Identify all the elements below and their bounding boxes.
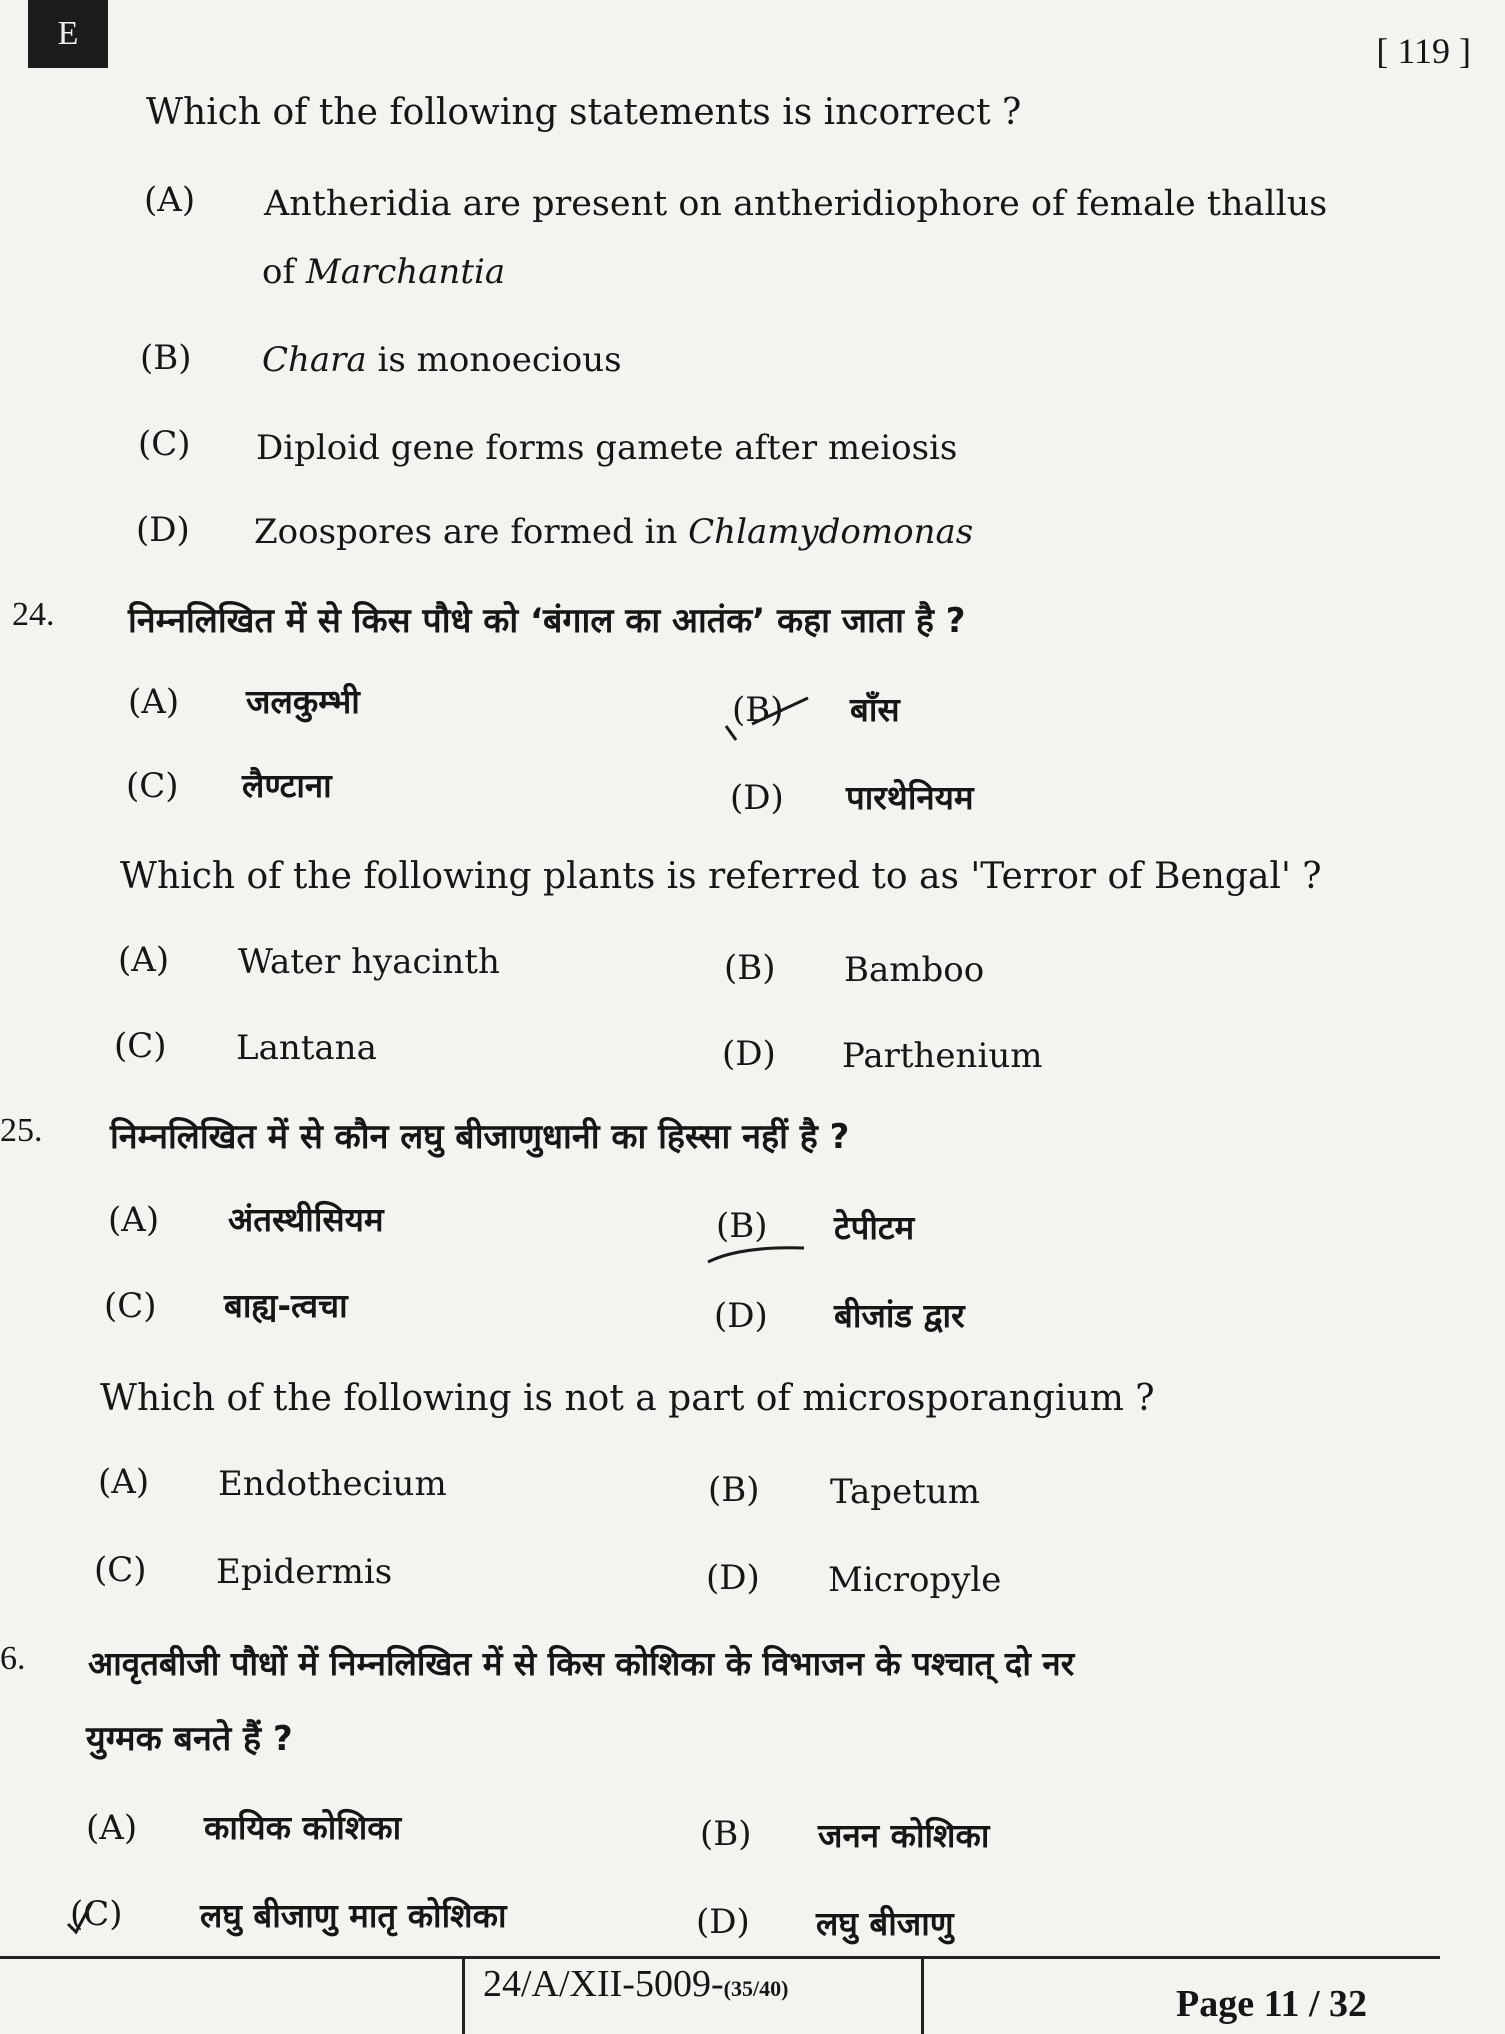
q24-en-a-text: Water hyacinth bbox=[238, 942, 500, 982]
q26-hi-a-text: कायिक कोशिका bbox=[204, 1808, 402, 1847]
q23-option-d-species: Chlamydomonas bbox=[688, 512, 974, 552]
q23-option-d-rest: Zoospores are formed in bbox=[254, 512, 689, 552]
q24-en-a-label: (A) bbox=[118, 940, 170, 980]
q24-en-question: Which of the following plants is referred to as 'Terror of Bengal' ? bbox=[120, 856, 1322, 897]
paper-code-suffix: (35/40) bbox=[723, 1976, 789, 2001]
q25-hi-question: निम्नलिखित में से कौन लघु बीजाणुधानी का हिस्सा नहीं है ? bbox=[110, 1117, 850, 1157]
q24-en-b-label: (B) bbox=[724, 948, 776, 988]
q24-en-d-label: (D) bbox=[722, 1034, 776, 1074]
page-number: Page 11 / 32 bbox=[1176, 1983, 1368, 2025]
q25-en-a-label: (A) bbox=[98, 1462, 150, 1502]
q23-option-d-text bbox=[254, 512, 973, 552]
q23-option-b-rest: is monoecious bbox=[366, 340, 622, 380]
q25-en-c-text: Epidermis bbox=[216, 1552, 393, 1592]
q24-hi-a-label: (A) bbox=[128, 682, 180, 722]
q26-hi-a-label: (A) bbox=[86, 1808, 138, 1848]
q24-en-c-label: (C) bbox=[114, 1026, 167, 1066]
q24-hi-c-label: (C) bbox=[126, 766, 179, 806]
q23-option-c-text: Diploid gene forms gamete after meiosis bbox=[256, 428, 958, 468]
q24-hi-a-text: जलकुम्भी bbox=[246, 682, 360, 721]
q26-hi-d-label: (D) bbox=[696, 1902, 750, 1942]
q24-en-d-text: Parthenium bbox=[842, 1036, 1043, 1076]
q23-option-d-label: (D) bbox=[136, 510, 190, 550]
q25-hi-c-text: बाह्य-त्वचा bbox=[224, 1286, 348, 1325]
q24-hi-question: निम्नलिखित में से किस पौधे को ‘बंगाल का आतंक’ कहा जाता है ? bbox=[128, 601, 966, 641]
q24-hi-c-text: लैण्टाना bbox=[242, 766, 332, 805]
q25-en-d-text: Micropyle bbox=[828, 1560, 1002, 1600]
q25-en-b-text: Tapetum bbox=[830, 1472, 980, 1512]
page-code: [ 119 ] bbox=[1376, 31, 1471, 71]
q24-hi-d-text: पारथेनियम bbox=[846, 778, 974, 817]
q23-option-b-label: (B) bbox=[140, 338, 192, 378]
q25-hi-d-label: (D) bbox=[714, 1296, 768, 1336]
q25-hi-b-label: (B) bbox=[716, 1206, 768, 1246]
set-badge: E bbox=[28, 0, 108, 68]
q26-hi-question-line2: युग्मक बनते हैं ? bbox=[86, 1719, 293, 1759]
q23-option-b-species: Chara bbox=[262, 340, 367, 380]
q25-en-question: Which of the following is not a part of microsporangium ? bbox=[100, 1378, 1155, 1419]
q23-option-a-label: (A) bbox=[144, 180, 196, 220]
q26-hi-c-label: (C) bbox=[70, 1894, 123, 1934]
q23-option-a-species: Marchantia bbox=[305, 252, 506, 292]
q25-en-a-text: Endothecium bbox=[218, 1464, 447, 1504]
q25-en-c-label: (C) bbox=[94, 1550, 147, 1590]
q25-hi-a-label: (A) bbox=[108, 1200, 160, 1240]
q23-en-question: Which of the following statements is incorrect ? bbox=[146, 92, 1022, 133]
q25-hi-c-label: (C) bbox=[104, 1286, 157, 1326]
q24-en-c-text: Lantana bbox=[236, 1028, 377, 1068]
q25-number: 25. bbox=[0, 1112, 43, 1149]
q26-hi-question-line1: आवृतबीजी पौधों में निम्नलिखित में से किस कोशिका के विभाजन के पश्चात् दो नर bbox=[88, 1644, 1075, 1683]
q23-option-a-text: Antheridia are present on antheridiophore of female thallus bbox=[264, 184, 1328, 224]
answer-tick-mark bbox=[712, 690, 822, 746]
q23-option-a-of: of bbox=[262, 252, 306, 292]
q25-en-d-label: (D) bbox=[706, 1558, 760, 1598]
q25-hi-b-text: टेपीटम bbox=[834, 1208, 915, 1247]
q24-en-b-text: Bamboo bbox=[844, 950, 985, 990]
q26-hi-c-text: लघु बीजाणु मातृ कोशिका bbox=[200, 1896, 507, 1935]
paper-code: 24/A/XII-5009- bbox=[483, 1963, 724, 2005]
q26-number: 6. bbox=[0, 1640, 26, 1677]
answer-underline-mark bbox=[700, 1232, 810, 1272]
q26-hi-b-text: जनन कोशिका bbox=[818, 1816, 990, 1855]
q25-hi-d-text: बीजांड द्वार bbox=[834, 1296, 965, 1335]
q24-hi-b-text: बाँस bbox=[850, 690, 900, 729]
q23-option-b-text bbox=[262, 340, 622, 380]
q24-hi-b-label: (B) bbox=[732, 690, 784, 730]
paper-code-box bbox=[462, 1958, 924, 2034]
q25-en-b-label: (B) bbox=[708, 1470, 760, 1510]
q23-option-a-text-line2 bbox=[262, 252, 505, 292]
q23-option-c-label: (C) bbox=[138, 424, 191, 464]
answer-tick-mark bbox=[62, 1896, 102, 1940]
q26-hi-b-label: (B) bbox=[700, 1814, 752, 1854]
q24-number: 24. bbox=[12, 596, 55, 633]
q24-hi-d-label: (D) bbox=[730, 778, 784, 818]
q26-hi-d-text: लघु बीजाणु bbox=[816, 1904, 954, 1943]
q25-hi-a-text: अंतस्थीसियम bbox=[228, 1200, 384, 1239]
